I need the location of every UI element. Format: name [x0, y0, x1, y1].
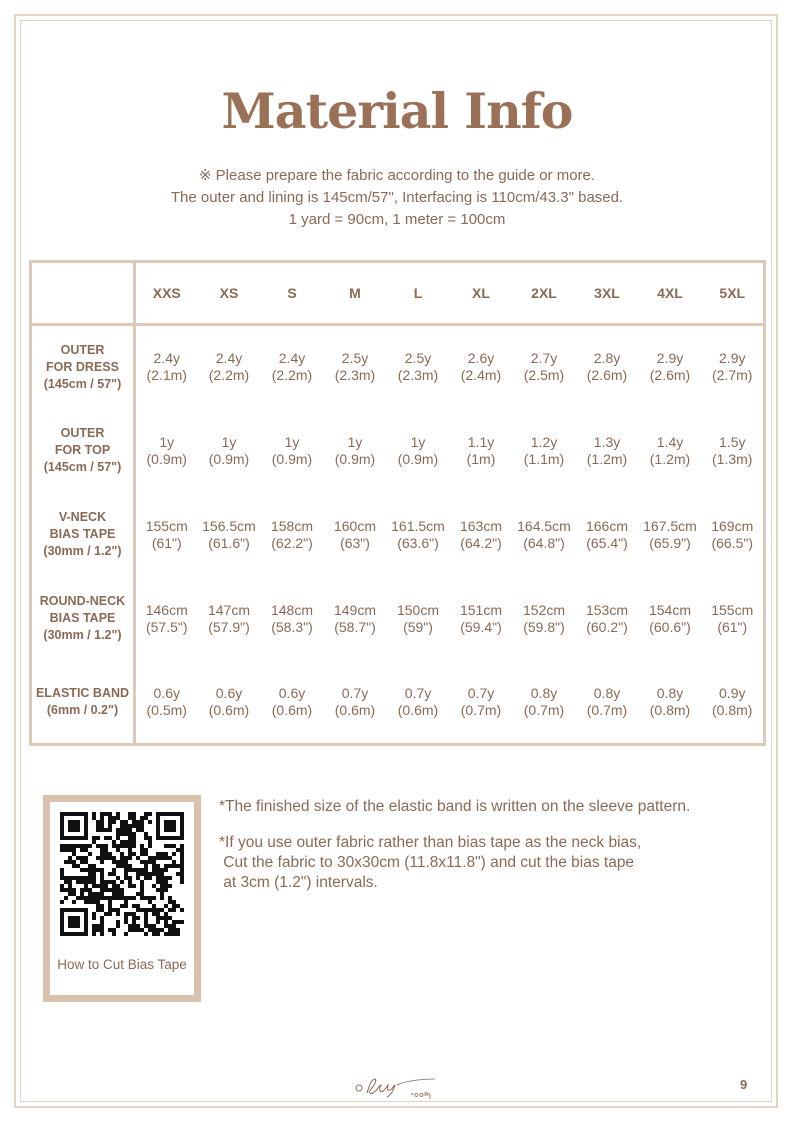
size-header: L — [387, 262, 450, 325]
table-row — [31, 661, 765, 745]
table-cell: 148cm (58.3") — [270, 601, 314, 635]
note-line: *If you use outer fabric rather than bias tape as the neck bias, — [219, 834, 642, 851]
qr-card-inner — [50, 802, 194, 995]
table-cell: 155cm (61") — [145, 517, 188, 551]
table-cell: 163cm (64.2") — [459, 517, 503, 551]
qr-caption: How to Cut Bias Tape — [57, 957, 187, 972]
table-header-row — [31, 262, 765, 325]
table-cell: 2.9y (2.6m) — [649, 350, 691, 384]
table-cell: 1.3y (1.2m) — [586, 433, 628, 467]
table-cell: 2.7y (2.5m) — [523, 350, 565, 384]
table-cell: 147cm (57.9") — [207, 601, 251, 635]
table-cell: 146cm (57.5") — [145, 601, 188, 635]
table-cell: 1.4y (1.2m) — [649, 433, 691, 467]
intro-line-1: ※ Please prepare the fabric according to the guide or more. — [198, 167, 596, 184]
size-header: 3XL — [576, 262, 639, 325]
page-number: 9 — [740, 1077, 748, 1092]
table-row — [31, 325, 765, 409]
size-header: M — [324, 262, 387, 325]
table-cell: 0.8y (0.7m) — [523, 684, 565, 718]
table-cell: 156.5cm (61.6") — [202, 517, 256, 551]
table-cell: 1.2y (1.1m) — [523, 433, 565, 467]
table-row — [31, 493, 765, 577]
table-corner-cell — [31, 262, 135, 325]
table-cell: 0.7y (0.7m) — [460, 684, 502, 718]
table-cell: 158cm (62.2") — [270, 517, 314, 551]
row-label: OUTER FOR TOP (145cm / 57") — [31, 409, 135, 493]
table-cell: 2.4y (2.2m) — [271, 350, 313, 384]
table-row — [31, 577, 765, 661]
table-cell: 152cm (59.8") — [522, 601, 566, 635]
table-cell: 161.5cm (63.6") — [391, 517, 445, 551]
qr-card[interactable] — [43, 795, 201, 1002]
table-cell: 0.7y (0.6m) — [334, 684, 376, 718]
oyay-room-logo — [353, 1073, 443, 1101]
table-cell: 1.5y (1.3m) — [712, 433, 753, 467]
size-header: 2XL — [513, 262, 576, 325]
intro-text — [0, 165, 794, 231]
table-cell: 149cm (58.7") — [333, 601, 377, 635]
table-cell: 0.7y (0.6m) — [397, 684, 439, 718]
material-table — [29, 260, 766, 746]
table-cell: 1y (0.9m) — [397, 433, 439, 467]
table-cell: 2.9y (2.7m) — [712, 350, 753, 384]
table-cell: 169cm (66.5") — [711, 517, 754, 551]
notes-section — [219, 797, 759, 893]
row-label: ROUND-NECK BIAS TAPE (30mm / 1.2") — [31, 577, 135, 661]
table-cell: 1.1y (1m) — [466, 433, 496, 467]
table-cell: 151cm (59.4") — [459, 601, 503, 635]
note-bias-tape — [219, 833, 759, 893]
table-cell: 1y (0.9m) — [146, 433, 187, 467]
table-row — [31, 409, 765, 493]
table-cell: 154cm (60.6") — [648, 601, 692, 635]
table-cell: 160cm (63") — [333, 517, 377, 551]
table-cell: 2.5y (2.3m) — [397, 350, 439, 384]
table-cell: 0.9y (0.8m) — [712, 684, 753, 718]
table-cell: 2.4y (2.1m) — [146, 350, 187, 384]
table-cell: 167.5cm (65.9") — [643, 517, 697, 551]
table-cell: 153cm (60.2") — [585, 601, 629, 635]
table-cell: 1y (0.9m) — [334, 433, 376, 467]
note-line: at 3cm (1.2") intervals. — [219, 874, 378, 891]
table-cell: 1y (0.9m) — [271, 433, 313, 467]
size-header: XS — [198, 262, 261, 325]
size-header: S — [261, 262, 324, 325]
table-cell: 1y (0.9m) — [208, 433, 250, 467]
size-header: XL — [450, 262, 513, 325]
row-label: ELASTIC BAND (6mm / 0.2") — [31, 661, 135, 745]
table-cell: 166cm (65.4") — [585, 517, 629, 551]
note-elastic-band: *The finished size of the elastic band is written on the sleeve pattern. — [219, 798, 691, 815]
size-header: 4XL — [639, 262, 702, 325]
table-cell: 2.4y (2.2m) — [208, 350, 250, 384]
table-cell: 0.6y (0.6m) — [271, 684, 313, 718]
row-label: OUTER FOR DRESS (145cm / 57") — [31, 325, 135, 409]
table-cell: 150cm (59") — [396, 601, 440, 635]
note-line: Cut the fabric to 30x30cm (11.8x11.8") and cut the bias tape — [219, 854, 635, 871]
table-cell: 0.8y (0.7m) — [586, 684, 628, 718]
table-cell: 0.6y (0.5m) — [146, 684, 187, 718]
intro-line-2: The outer and lining is 145cm/57", Interfacing is 110cm/43.3" based. — [170, 189, 624, 206]
table-cell: 164.5cm (64.8") — [517, 517, 571, 551]
intro-line-3: 1 yard = 90cm, 1 meter = 100cm — [288, 211, 506, 228]
qr-code-icon[interactable] — [60, 812, 184, 936]
table-cell: 2.8y (2.6m) — [586, 350, 628, 384]
table-cell: 0.6y (0.6m) — [208, 684, 250, 718]
table-cell: 2.5y (2.3m) — [334, 350, 376, 384]
page-title: Material Info — [221, 82, 573, 140]
size-header: XXS — [135, 262, 198, 325]
row-label: V-NECK BIAS TAPE (30mm / 1.2") — [31, 493, 135, 577]
table-cell: 155cm (61") — [711, 601, 754, 635]
table-cell: 2.6y (2.4m) — [460, 350, 502, 384]
table-cell: 0.8y (0.8m) — [649, 684, 691, 718]
size-header: 5XL — [702, 262, 765, 325]
